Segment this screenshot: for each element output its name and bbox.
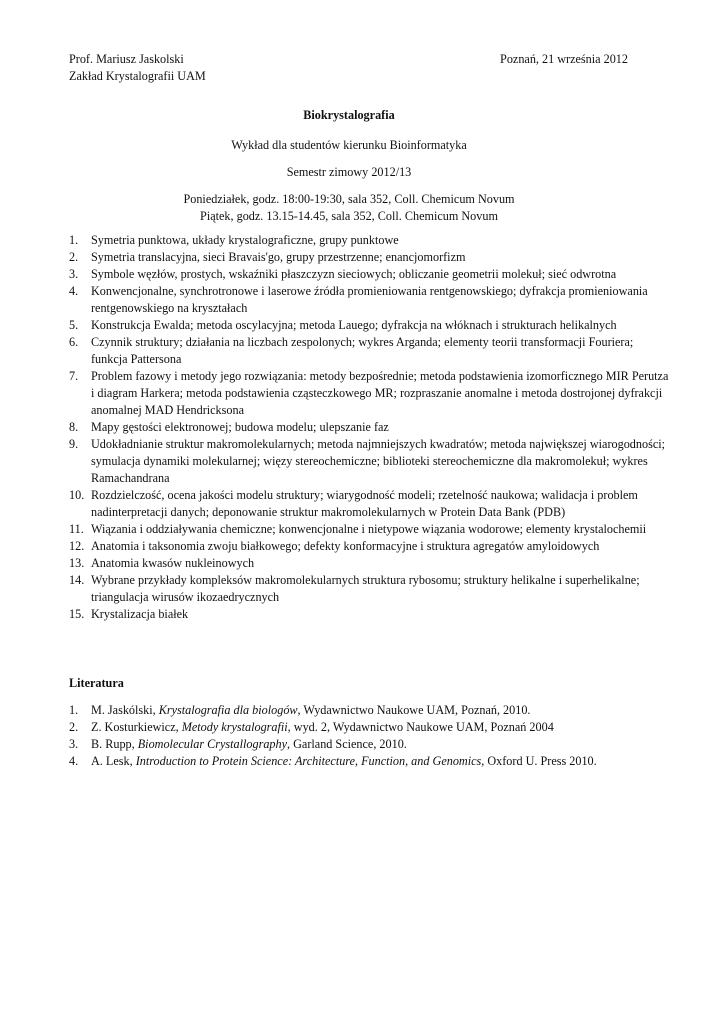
item-number: 3. bbox=[69, 267, 79, 281]
item-number: 2. bbox=[69, 720, 79, 734]
course-semester: Semestr zimowy 2012/13 bbox=[286, 165, 412, 179]
list-item bbox=[69, 266, 669, 283]
citation-title: Biomolecular Crystallography bbox=[137, 737, 288, 751]
citation bbox=[91, 736, 669, 753]
item-number: 12. bbox=[69, 539, 85, 553]
list-item bbox=[69, 232, 669, 249]
literature-list bbox=[69, 702, 669, 770]
citation-title: Krystalografia dla biologów bbox=[158, 703, 298, 717]
citation-rest: , Oxford U. Press 2010. bbox=[481, 754, 597, 768]
citation-author: Z. Kosturkiewicz, bbox=[91, 720, 182, 734]
item-text: Anatomia i taksonomia zwoju białkowego; defekty konformacyjne i struktura agregatów amyloidowych bbox=[91, 539, 600, 553]
schedule-block bbox=[69, 191, 629, 225]
topic-list bbox=[69, 232, 669, 623]
citation-title: Introduction to Protein Science: Architecture, Function, and Genomics bbox=[135, 754, 482, 768]
citation bbox=[91, 753, 669, 770]
item-number: 15. bbox=[69, 607, 85, 621]
item-number: 11. bbox=[69, 522, 84, 536]
item-number: 1. bbox=[69, 233, 79, 247]
literature-heading: Literatura bbox=[69, 676, 124, 690]
citation-rest: , Garland Science, 2010. bbox=[287, 737, 407, 751]
item-number: 2. bbox=[69, 250, 79, 264]
item-number: 3. bbox=[69, 737, 79, 751]
item-text: Krystalizacja białek bbox=[91, 607, 189, 621]
item-number: 14. bbox=[69, 573, 85, 587]
citation-author: M. Jaskólski, bbox=[91, 703, 159, 717]
list-item bbox=[69, 317, 669, 334]
item-number: 7. bbox=[69, 369, 79, 383]
list-item bbox=[69, 419, 669, 436]
item-number: 13. bbox=[69, 556, 85, 570]
item-text: Symetria translacyjna, sieci Bravais'go, grupy przestrzenne; enancjomorfizm bbox=[91, 250, 466, 264]
list-item bbox=[69, 555, 669, 572]
list-item bbox=[69, 521, 669, 538]
citation-author: A. Lesk, bbox=[91, 754, 136, 768]
item-text: Symetria punktowa, układy krystalograficzne, grupy punktowe bbox=[91, 233, 399, 247]
citation-author: B. Rupp, bbox=[91, 737, 138, 751]
citation-title: Metody krystalografii bbox=[181, 720, 288, 734]
place-date: Poznań, 21 września 2012 bbox=[500, 52, 628, 66]
author-block bbox=[69, 51, 206, 85]
item-number: 1. bbox=[69, 703, 79, 717]
citation bbox=[91, 719, 669, 736]
item-text: Udokładnianie struktur makromolekularnych; metoda najmniejszych kwadratów; metoda największej wiarogodności; symulacja dynamiki molekularnej; więzy stereochemiczne; biblioteki stereochemiczne dla makromolekuł; wykres Ramachandrana bbox=[91, 437, 666, 485]
list-item bbox=[69, 283, 669, 317]
list-item bbox=[69, 736, 669, 753]
schedule-line: Poniedziałek, godz. 18:00-19:30, sala 352, Coll. Chemicum Novum bbox=[183, 192, 515, 206]
list-item bbox=[69, 702, 669, 719]
list-item bbox=[69, 249, 669, 266]
item-text: Wybrane przykłady kompleksów makromolekularnych struktura rybosomu; struktury helikalne i superhelikalne; triangulacja wirusów ikozaedrycznych bbox=[91, 573, 640, 604]
item-number: 9. bbox=[69, 437, 79, 451]
list-item bbox=[69, 572, 669, 606]
item-number: 6. bbox=[69, 335, 79, 349]
list-item bbox=[69, 753, 669, 770]
list-item bbox=[69, 487, 669, 521]
list-item bbox=[69, 606, 669, 623]
item-number: 10. bbox=[69, 488, 85, 502]
citation-rest: , wyd. 2, Wydawnictwo Naukowe UAM, Poznań 2004 bbox=[287, 720, 554, 734]
item-number: 8. bbox=[69, 420, 79, 434]
citation-rest: , Wydawnictwo Naukowe UAM, Poznań, 2010. bbox=[297, 703, 531, 717]
item-text: Czynnik struktury; działania na liczbach zespolonych; wykres Arganda; elementy teorii transformacji Fouriera; funkcja Pattersona bbox=[91, 335, 634, 366]
item-number: 4. bbox=[69, 284, 79, 298]
schedule-line: Piątek, godz. 13.15-14.45, sala 352, Coll. Chemicum Novum bbox=[200, 209, 498, 223]
item-text: Anatomia kwasów nukleinowych bbox=[91, 556, 255, 570]
course-subtitle: Wykład dla studentów kierunku Bioinformatyka bbox=[231, 138, 467, 152]
author-name: Prof. Mariusz Jaskolski bbox=[69, 52, 184, 66]
list-item bbox=[69, 719, 669, 736]
list-item bbox=[69, 436, 669, 487]
item-text: Konwencjonalne, synchrotronowe i laserowe źródła promieniowania rentgenowskiego; dyfrakcja promieniowania rentgenowskiego na kryształach bbox=[91, 284, 648, 315]
item-text: Symbole węzłów, prostych, wskaźniki płaszczyzn sieciowych; obliczanie geometrii molekuł; sieć odwrotna bbox=[91, 267, 617, 281]
citation bbox=[91, 702, 669, 719]
list-item bbox=[69, 368, 669, 419]
course-title: Biokrystalografia bbox=[303, 108, 395, 122]
list-item bbox=[69, 538, 669, 555]
department-name: Zakład Krystalografii UAM bbox=[69, 69, 206, 83]
item-text: Wiązania i oddziaływania chemiczne; konwencjonalne i nietypowe wiązania wodorowe; elementy krystalochemii bbox=[91, 522, 647, 536]
list-item bbox=[69, 334, 669, 368]
item-text: Konstrukcja Ewalda; metoda oscylacyjna; metoda Lauego; dyfrakcja na włóknach i strukturach helikalnych bbox=[91, 318, 617, 332]
item-text: Problem fazowy i metody jego rozwiązania: metody bezpośrednie; metoda podstawienia izomorficznego MIR Perutza i diagram Harkera; metoda podstawienia cząsteczkowego MR; rozpraszanie anomalne i metoda dostrojonej dyfrakcji anomalnej MAD Hendricksona bbox=[91, 369, 669, 417]
item-text: Rozdzielczość, ocena jakości modelu struktury; wiarygodność modeli; rzetelność naukowa; walidacja i problem nadinterpretacji danych; deponowanie struktur makromolekularnych w Protein Data Bank (PDB) bbox=[91, 488, 638, 519]
item-number: 5. bbox=[69, 318, 79, 332]
item-text: Mapy gęstości elektronowej; budowa modelu; ulepszanie faz bbox=[91, 420, 389, 434]
item-number: 4. bbox=[69, 754, 79, 768]
